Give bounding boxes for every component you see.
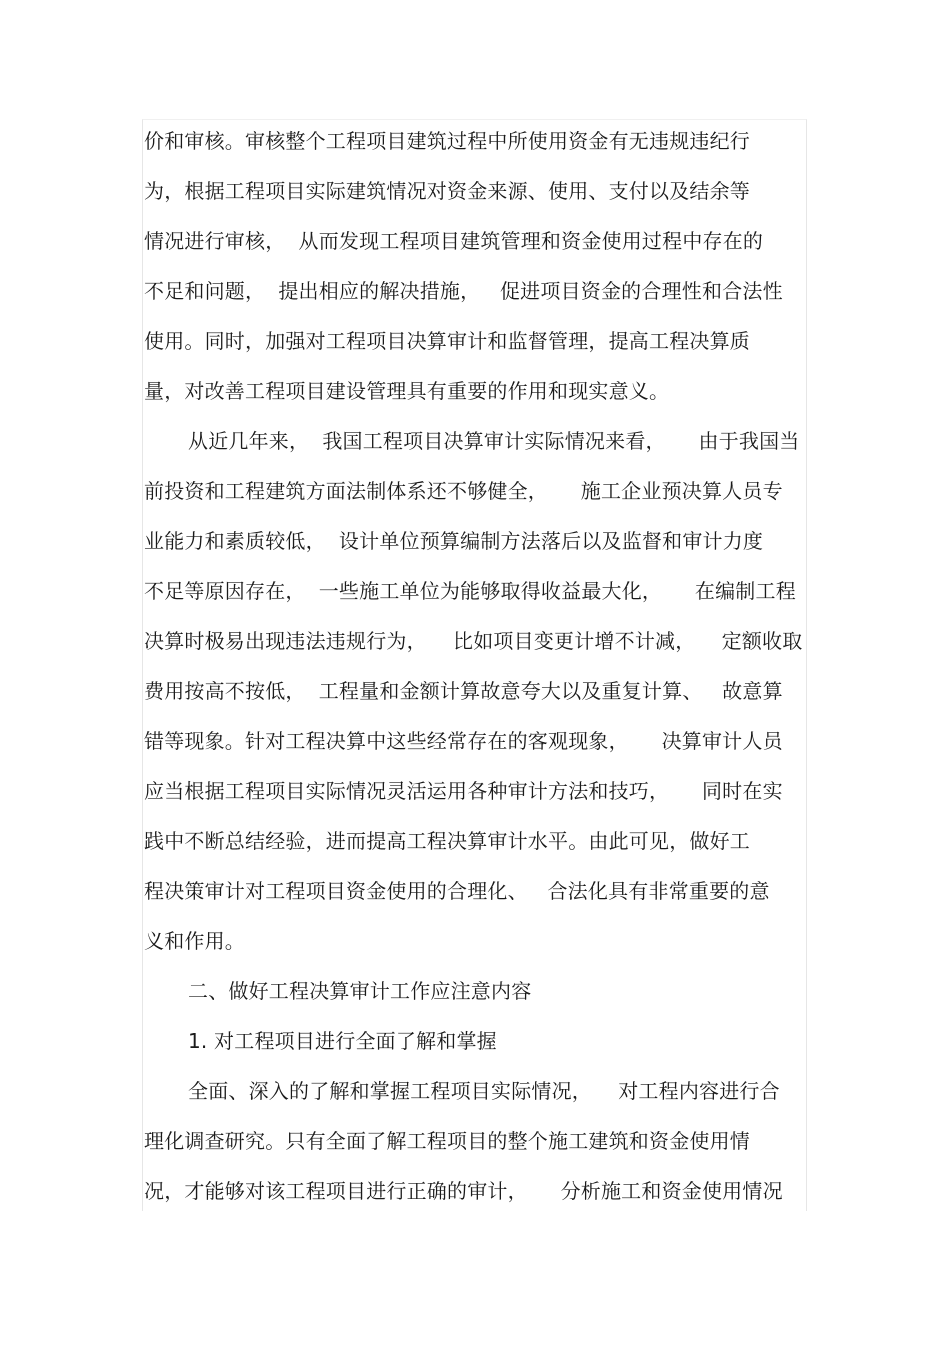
text-line: 为，根据工程项目实际建筑情况对资金来源、使用、支付以及结余等 (144, 179, 750, 203)
text-line: 价和审核。审核整个工程项目建筑过程中所使用资金有无违规违纪行 (144, 129, 750, 153)
text-line: 决算时极易出现违法违规行为， 比如项目变更计增不计减， 定额收取 (144, 629, 803, 653)
paragraph-first-line: 全面、深入的了解和掌握工程项目实际情况， 对工程内容进行合 (188, 1079, 780, 1103)
text-line: 使用。同时，加强对工程项目决算审计和监督管理，提高工程决算质 (144, 329, 750, 353)
document-body (144, 122, 804, 1222)
text-line: 不足和问题， 提出相应的解决措施， 促进项目资金的合理性和合法性 (144, 279, 783, 303)
text-line: 义和作用。 (144, 929, 245, 953)
text-line: 不足等原因存在， 一些施工单位为能够取得收益最大化， 在编制工程 (144, 579, 796, 603)
text-line: 量，对改善工程项目建设管理具有重要的作用和现实意义。 (144, 379, 670, 403)
text-line: 业能力和素质较低， 设计单位预算编制方法落后以及监督和审计力度 (144, 529, 764, 553)
paragraph-first-line: 从近几年来， 我国工程项目决算审计实际情况来看， 由于我国当 (188, 429, 800, 453)
text-line: 情况进行审核， 从而发现工程项目建筑管理和资金使用过程中存在的 (144, 229, 764, 253)
section-heading: 二、做好工程决算审计工作应注意内容 (188, 979, 532, 1003)
text-line: 况，才能够对该工程项目进行正确的审计， 分析施工和资金使用情况 (144, 1179, 783, 1203)
subsection-heading: 1. 对工程项目进行全面了解和掌握 (188, 1029, 497, 1053)
text-line: 理化调查研究。只有全面了解工程项目的整个施工建筑和资金使用情 (144, 1129, 750, 1153)
text-line: 前投资和工程建筑方面法制体系还不够健全， 施工企业预决算人员专 (144, 479, 783, 503)
text-line: 程决策审计对工程项目资金使用的合理化、 合法化具有非常重要的意 (144, 879, 770, 903)
text-line: 践中不断总结经验，进而提高工程决算审计水平。由此可见，做好工 (144, 829, 750, 853)
text-line: 错等现象。针对工程决算中这些经常存在的客观现象， 决算审计人员 (144, 729, 783, 753)
text-line: 应当根据工程项目实际情况灵活运用各种审计方法和技巧， 同时在实 (144, 779, 783, 803)
text-line: 费用按高不按低， 工程量和金额计算故意夸大以及重复计算、 故意算 (144, 679, 783, 703)
